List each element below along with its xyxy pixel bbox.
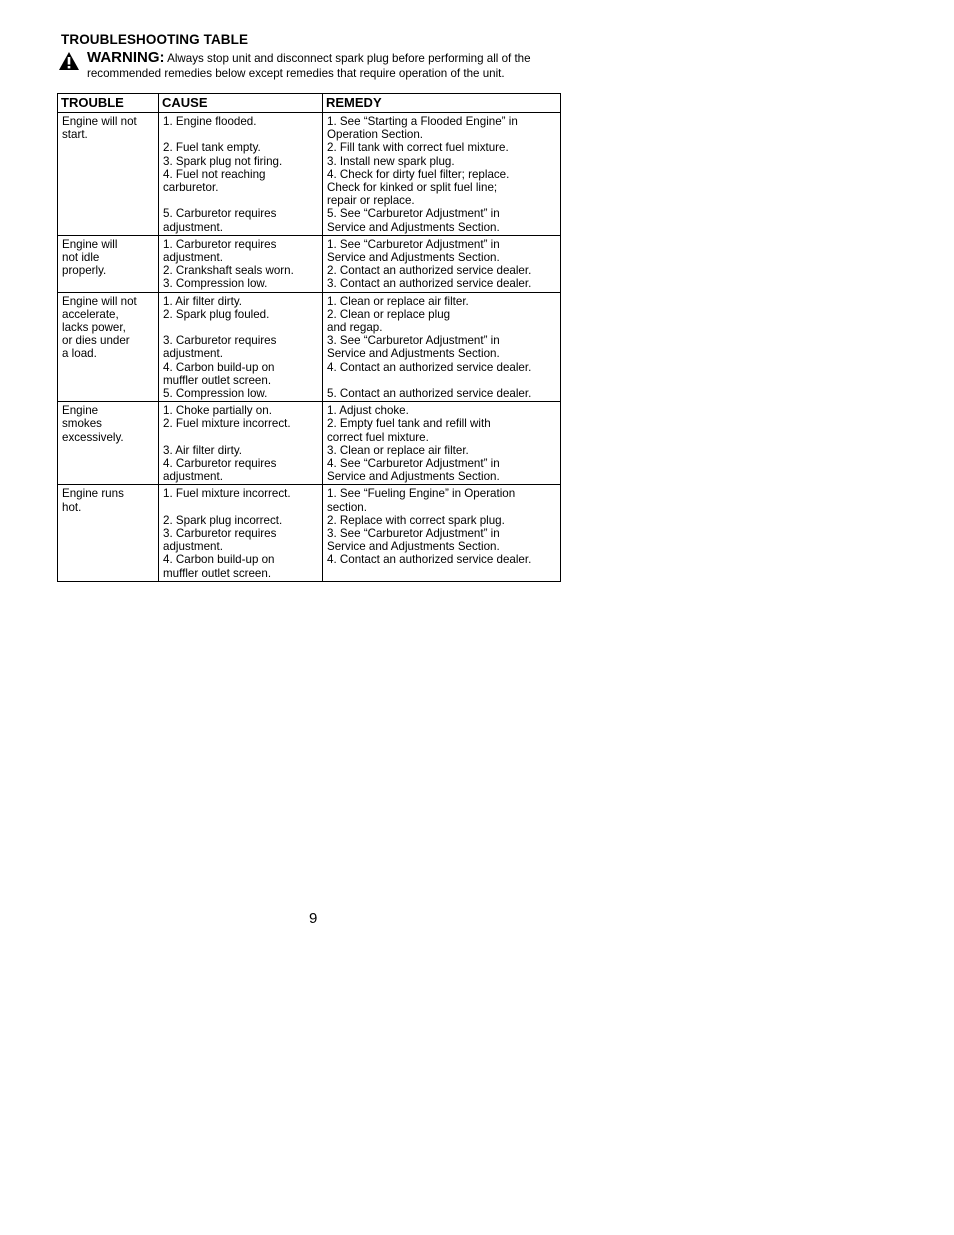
remedy-line: and regap. bbox=[327, 321, 383, 335]
remedy-cell bbox=[323, 402, 561, 485]
trouble-line: Engine will not bbox=[62, 115, 137, 128]
cause-line: 2. Crankshaft seals worn. bbox=[163, 264, 294, 278]
blank-line bbox=[163, 501, 320, 514]
remedy-line: 4. Check for dirty fuel filter; replace. bbox=[327, 167, 510, 181]
trouble-line: not idle bbox=[62, 251, 100, 265]
remedy-line: Service and Adjustments Section. bbox=[327, 347, 500, 361]
remedy-line: 1. Clean or replace air filter. bbox=[327, 294, 469, 308]
cause-line: 1. Engine flooded. bbox=[163, 115, 257, 128]
trouble-line: Engine bbox=[62, 404, 99, 418]
trouble-line: Engine will bbox=[62, 237, 118, 251]
remedy-cell bbox=[323, 292, 561, 402]
remedy-item bbox=[327, 527, 558, 553]
remedy-line: 4. Contact an authorized service dealer. bbox=[327, 553, 532, 567]
remedy-item bbox=[327, 155, 558, 168]
remedy-item bbox=[327, 334, 558, 360]
header-trouble: TROUBLE bbox=[58, 94, 159, 113]
trouble-cell bbox=[58, 402, 159, 485]
cause-line: adjustment. bbox=[163, 251, 223, 265]
cause-item bbox=[163, 308, 320, 321]
cause-item bbox=[163, 457, 320, 483]
cause-item bbox=[163, 334, 320, 360]
cause-item bbox=[163, 514, 320, 527]
remedy-item bbox=[327, 404, 558, 417]
table-row bbox=[58, 113, 561, 236]
cause-line: muffler outlet screen. bbox=[163, 566, 272, 580]
remedy-item bbox=[327, 264, 558, 277]
remedy-line: 1. See “Carburetor Adjustment” in bbox=[327, 237, 500, 251]
cause-item bbox=[163, 404, 320, 417]
trouble-line: excessively. bbox=[62, 430, 124, 444]
cause-item bbox=[163, 264, 320, 277]
cause-line: 3. Air filter dirty. bbox=[163, 443, 243, 457]
cause-line: muffler outlet screen. bbox=[163, 373, 272, 387]
cause-line: 1. Choke partially on. bbox=[163, 404, 272, 418]
trouble-cell bbox=[58, 485, 159, 581]
trouble-cell bbox=[58, 292, 159, 402]
cause-line: adjustment. bbox=[163, 470, 223, 484]
trouble-line: lacks power, bbox=[62, 321, 126, 335]
remedy-item bbox=[327, 417, 558, 443]
trouble-line: accelerate, bbox=[62, 307, 119, 321]
cause-line: 2. Spark plug fouled. bbox=[163, 307, 270, 321]
cause-line: 2. Fuel tank empty. bbox=[163, 141, 261, 155]
remedy-line: 5. See “Carburetor Adjustment” in bbox=[327, 207, 500, 221]
cause-cell bbox=[159, 485, 323, 581]
table-row bbox=[58, 235, 561, 292]
troubleshooting-table bbox=[57, 93, 561, 582]
cause-item bbox=[163, 238, 320, 264]
remedy-item bbox=[327, 387, 558, 400]
trouble-cell bbox=[58, 113, 159, 236]
remedy-line: 4. See “Carburetor Adjustment” in bbox=[327, 457, 500, 471]
remedy-item bbox=[327, 238, 558, 264]
cause-cell bbox=[159, 292, 323, 402]
cause-item bbox=[163, 444, 320, 457]
cause-line: 5. Compression low. bbox=[163, 387, 268, 401]
cause-item bbox=[163, 553, 320, 579]
remedy-line: 4. Contact an authorized service dealer. bbox=[327, 360, 532, 374]
remedy-line: 1. Adjust choke. bbox=[327, 404, 409, 418]
cause-item bbox=[163, 141, 320, 154]
remedy-item bbox=[327, 457, 558, 483]
remedy-line: 2. Clean or replace plug bbox=[327, 307, 451, 321]
table-row bbox=[58, 402, 561, 485]
remedy-line: correct fuel mixture. bbox=[327, 430, 429, 444]
remedy-line: Service and Adjustments Section. bbox=[327, 540, 500, 554]
remedy-item bbox=[327, 308, 558, 334]
cause-line: 5. Carburetor requires bbox=[163, 207, 277, 221]
remedy-line: 2. Replace with correct spark plug. bbox=[327, 513, 505, 527]
remedy-item bbox=[327, 361, 558, 374]
trouble-line: a load. bbox=[62, 347, 97, 361]
cause-line: 3. Carburetor requires bbox=[163, 527, 277, 541]
cause-line: adjustment. bbox=[163, 220, 223, 234]
remedy-line: Service and Adjustments Section. bbox=[327, 470, 500, 484]
trouble-cell bbox=[58, 235, 159, 292]
cause-cell bbox=[159, 402, 323, 485]
blank-line bbox=[163, 194, 320, 207]
cause-item bbox=[163, 207, 320, 233]
warning-notice bbox=[87, 51, 567, 81]
remedy-line: 1. See “Starting a Flooded Engine” in bbox=[327, 115, 518, 128]
cause-item bbox=[163, 168, 320, 194]
blank-line bbox=[163, 321, 320, 334]
blank-line bbox=[163, 431, 320, 444]
cause-line: 4. Carburetor requires bbox=[163, 457, 277, 471]
cause-cell bbox=[159, 113, 323, 236]
header-cause: CAUSE bbox=[159, 94, 323, 113]
remedy-line: 3. Install new spark plug. bbox=[327, 154, 455, 168]
remedy-line: 1. See “Fueling Engine” in Operation bbox=[327, 487, 516, 501]
remedy-line: Operation Section. bbox=[327, 128, 424, 142]
table-row bbox=[58, 292, 561, 402]
trouble-line: hot. bbox=[62, 500, 82, 514]
cause-line: adjustment. bbox=[163, 540, 223, 554]
cause-line: 3. Compression low. bbox=[163, 277, 268, 291]
cause-item bbox=[163, 417, 320, 430]
trouble-line: smokes bbox=[62, 417, 102, 431]
remedy-line: 5. Contact an authorized service dealer. bbox=[327, 387, 532, 401]
remedy-item bbox=[327, 115, 558, 141]
trouble-line: Engine runs bbox=[62, 487, 124, 501]
remedy-line: 3. See “Carburetor Adjustment” in bbox=[327, 334, 500, 348]
remedy-item bbox=[327, 295, 558, 308]
cause-line: carburetor. bbox=[163, 181, 219, 194]
cause-line: 3. Carburetor requires bbox=[163, 334, 277, 348]
blank-line bbox=[163, 128, 320, 141]
cause-line: 1. Air filter dirty. bbox=[163, 294, 243, 308]
remedy-item bbox=[327, 514, 558, 527]
warning-triangle-icon bbox=[58, 51, 80, 71]
cause-item bbox=[163, 295, 320, 308]
page-title: TROUBLESHOOTING TABLE bbox=[61, 32, 249, 47]
cause-line: 4. Fuel not reaching bbox=[163, 167, 266, 181]
blank-line bbox=[327, 374, 558, 387]
remedy-item bbox=[327, 141, 558, 154]
cause-item bbox=[163, 387, 320, 400]
remedy-cell bbox=[323, 113, 561, 236]
cause-line: 3. Spark plug not firing. bbox=[163, 154, 283, 168]
cause-cell bbox=[159, 235, 323, 292]
remedy-item bbox=[327, 444, 558, 457]
remedy-line: repair or replace. bbox=[327, 194, 415, 208]
page-number: 9 bbox=[309, 910, 318, 927]
cause-line: 1. Carburetor requires bbox=[163, 237, 277, 251]
table-header-row bbox=[58, 94, 561, 113]
remedy-line: section. bbox=[327, 500, 367, 514]
remedy-item bbox=[327, 207, 558, 233]
remedy-item bbox=[327, 553, 558, 566]
remedy-line: Service and Adjustments Section. bbox=[327, 220, 500, 234]
trouble-line: or dies under bbox=[62, 334, 130, 348]
cause-item bbox=[163, 155, 320, 168]
remedy-line: Service and Adjustments Section. bbox=[327, 251, 500, 265]
cause-line: 4. Carbon build-up on bbox=[163, 360, 275, 374]
trouble-line: properly. bbox=[62, 264, 107, 278]
warning-text: Always stop unit and disconnect spark plug before performing all of the recommended remedies below except remedies that require operation of the unit. bbox=[87, 52, 531, 80]
remedy-item bbox=[327, 168, 558, 208]
table-row bbox=[58, 485, 561, 581]
cause-item bbox=[163, 361, 320, 387]
remedy-line: 3. Clean or replace air filter. bbox=[327, 443, 469, 457]
trouble-line: start. bbox=[62, 128, 88, 142]
cause-line: 1. Fuel mixture incorrect. bbox=[163, 487, 291, 501]
remedy-line: 2. Fill tank with correct fuel mixture. bbox=[327, 141, 509, 155]
remedy-line: 2. Empty fuel tank and refill with bbox=[327, 417, 491, 431]
header-remedy: REMEDY bbox=[323, 94, 561, 113]
cause-line: 2. Fuel mixture incorrect. bbox=[163, 417, 291, 431]
remedy-line: 3. Contact an authorized service dealer. bbox=[327, 277, 532, 291]
remedy-line: Check for kinked or split fuel line; bbox=[327, 181, 498, 195]
cause-line: 4. Carbon build-up on bbox=[163, 553, 275, 567]
trouble-line: Engine will not bbox=[62, 294, 137, 308]
remedy-line: 2. Contact an authorized service dealer. bbox=[327, 264, 532, 278]
warning-label: WARNING: bbox=[87, 49, 165, 66]
cause-item bbox=[163, 115, 320, 128]
cause-line: adjustment. bbox=[163, 347, 223, 361]
remedy-cell bbox=[323, 235, 561, 292]
remedy-item bbox=[327, 487, 558, 513]
cause-item bbox=[163, 277, 320, 290]
remedy-cell bbox=[323, 485, 561, 581]
remedy-line: 3. See “Carburetor Adjustment” in bbox=[327, 527, 500, 541]
cause-line: 2. Spark plug incorrect. bbox=[163, 513, 283, 527]
remedy-item bbox=[327, 277, 558, 290]
cause-item bbox=[163, 487, 320, 500]
cause-item bbox=[163, 527, 320, 553]
